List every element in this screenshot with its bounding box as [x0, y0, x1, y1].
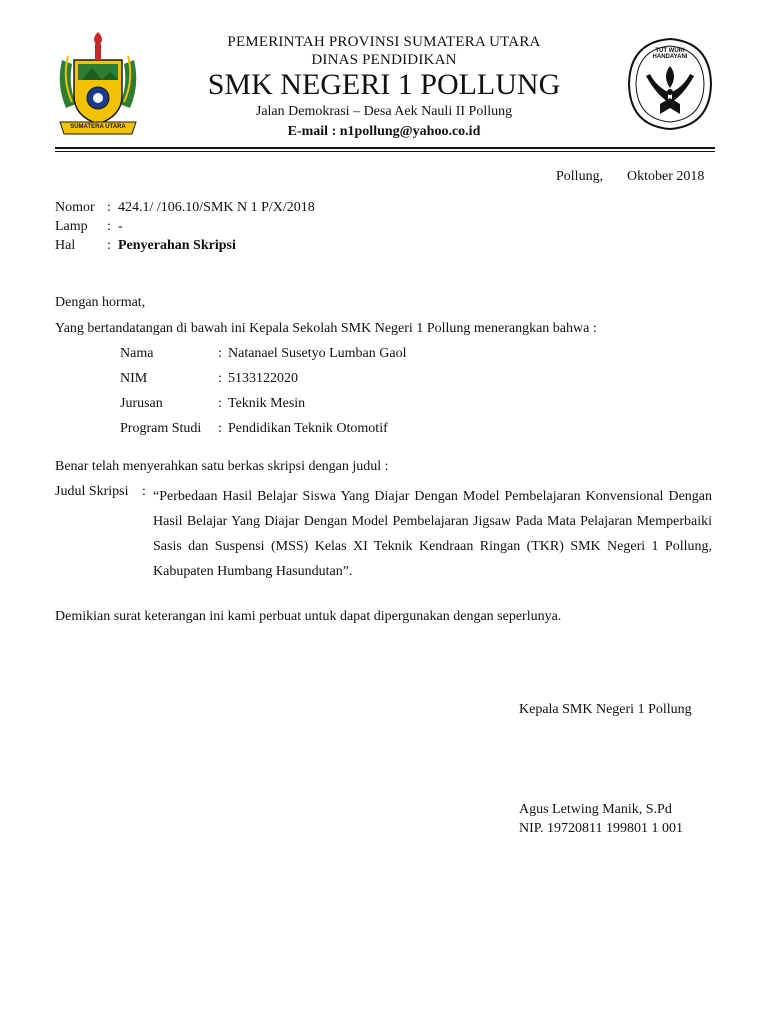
letter-place: Pollung,	[556, 169, 604, 184]
signatory-nip: NIP. 19720811 199801 1 001	[519, 821, 683, 836]
meta-colon: :	[107, 219, 111, 234]
statement: Benar telah menyerahkan satu berkas skripsi dengan judul :	[55, 459, 389, 474]
meta-colon: :	[107, 200, 111, 215]
meta-value-hal: Penyerahan Skripsi	[118, 238, 236, 253]
field-label-nim: NIM	[120, 371, 148, 386]
meta-label-nomor: Nomor	[55, 200, 95, 215]
intro-paragraph: Yang bertandatangan di bawah ini Kepala Sekolah SMK Negeri 1 Pollung menerangkan bahwa :	[55, 321, 597, 336]
field-colon: :	[218, 396, 222, 411]
school-email: E-mail : n1pollung@yahoo.co.id	[287, 124, 481, 139]
thesis-colon: :	[142, 484, 146, 499]
closing-paragraph: Demikian surat keterangan ini kami perbuat untuk dapat dipergunakan dengan seperlunya.	[55, 609, 562, 624]
thesis-title: “Perbedaan Hasil Belajar Siswa Yang Diajar Dengan Model Pembelajaran Konvensional Dengan Hasil Belajar Yang Diajar Dengan Model Pembelajaran Jigsaw Pada Mata Pelajaran Memperbaiki Sasis dan Suspensi (MSS) Kelas XI Teknik Kendraan Ringan (TKR) SMK Negeri 1 Pollung, Kabupaten Humbang Hasundutan”.	[153, 489, 712, 579]
field-colon: :	[218, 371, 222, 386]
field-value-nim: 5133122020	[228, 371, 298, 386]
letterhead-department: DINAS PENDIDIKAN	[311, 52, 457, 68]
meta-label-lamp: Lamp	[55, 219, 88, 234]
letterhead-government: PEMERINTAH PROVINSI SUMATERA UTARA	[227, 34, 541, 50]
school-name: SMK NEGERI 1 POLLUNG	[207, 68, 561, 101]
signatory-position: Kepala SMK Negeri 1 Pollung	[519, 702, 692, 717]
emblem-motto-text: TUT WURI HANDAYANI	[652, 48, 688, 60]
field-colon: :	[218, 346, 222, 361]
letterhead-rule-thin	[55, 151, 715, 152]
meta-value-lamp: -	[118, 219, 123, 234]
meta-label-hal: Hal	[55, 238, 76, 253]
meta-value-nomor: 424.1/ /106.10/SMK N 1 P/X/2018	[118, 200, 315, 215]
meta-colon: :	[107, 238, 111, 253]
field-label-program-studi: Program Studi	[120, 421, 202, 436]
crest-ribbon-text: SUMATERA UTARA	[70, 124, 126, 130]
field-colon: :	[218, 421, 222, 436]
letter-date: Oktober 2018	[627, 169, 705, 184]
school-address: Jalan Demokrasi – Desa Aek Nauli II Pollung	[255, 104, 513, 119]
field-label-nama: Nama	[120, 346, 154, 361]
letterhead-rule-thick	[55, 147, 715, 149]
field-label-jurusan: Jurusan	[120, 396, 163, 411]
thesis-label: Judul Skripsi	[55, 484, 129, 499]
salutation: Dengan hormat,	[55, 295, 146, 310]
field-value-program-studi: Pendidikan Teknik Otomotif	[228, 421, 388, 436]
field-value-nama: Natanael Susetyo Lumban Gaol	[228, 346, 407, 361]
signatory-name: Agus Letwing Manik, S.Pd	[519, 802, 672, 817]
field-value-jurusan: Teknik Mesin	[228, 396, 306, 411]
